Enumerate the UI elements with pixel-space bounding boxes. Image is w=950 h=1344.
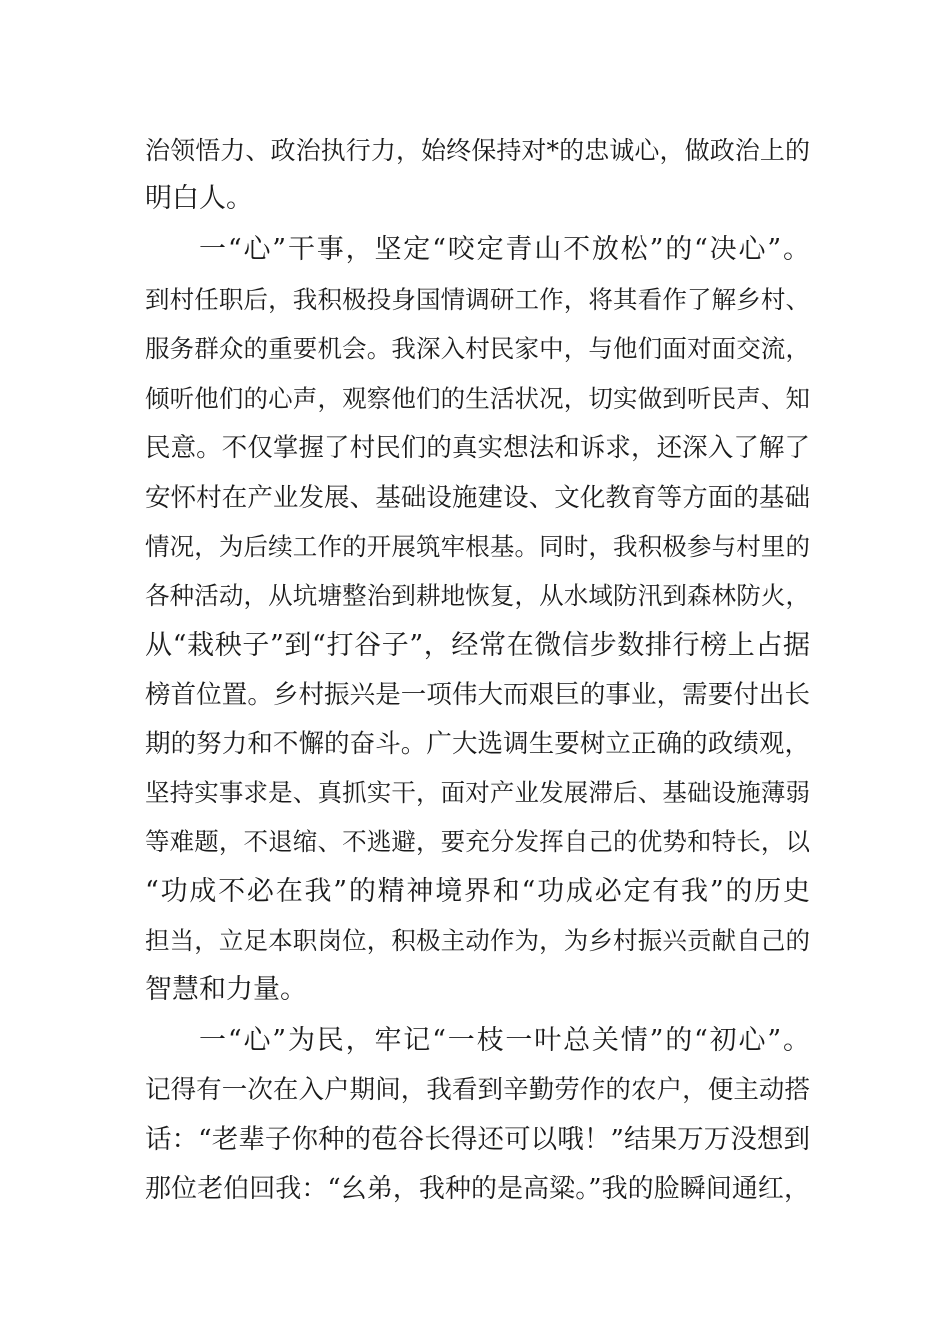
text-line: 期的努力和不懈的奋斗。广大选调生要树立正确的政绩观，: [145, 729, 810, 759]
text-line: 那位老伯回我：“幺弟，我种的是高粱。”我的脸瞬间通红，: [145, 1174, 810, 1204]
text-line: 记得有一次在入户期间，我看到辛勤劳作的农户，便主动搭: [145, 1075, 810, 1105]
text-line: 服务群众的重要机会。我深入村民家中，与他们面对面交流，: [145, 334, 810, 363]
text-line: 到村任职后，我积极投身国情调研工作，将其看作了解乡村、: [145, 285, 810, 314]
text-line: 等难题，不退缩、不逃避，要充分发挥自己的优势和特长，以: [145, 827, 810, 856]
text-line: 倾听他们的心声，观察他们的生活状况，切实做到听民声、知: [145, 384, 810, 413]
paragraph-heading: 一“心”干事，坚定“咬定青山不放松”的“决心”。: [199, 234, 810, 265]
paragraph-heading: 一“心”为民，牢记“一枝一叶总关情”的“初心”。: [199, 1025, 810, 1056]
text-line: 从“栽秧子”到“打谷子”，经常在微信步数排行榜上占据: [145, 630, 810, 661]
text-line: 担当，立足本职岗位，积极主动作为，为乡村振兴贡献自己的: [145, 926, 810, 955]
text-line: 各种活动，从坑塘整治到耕地恢复，从水域防汛到森林防火，: [145, 581, 810, 610]
text-line: 话：“老辈子你种的苞谷长得还可以哦！”结果万万没想到: [145, 1124, 810, 1155]
text-line: 情况，为后续工作的开展筑牢根基。同时，我积极参与村里的: [145, 532, 810, 561]
text-line: “功成不必在我”的精神境界和“功成必定有我”的历史: [145, 876, 810, 907]
text-line: 治领悟力、政治执行力，始终保持对*的忠诚心，做政治上的: [145, 136, 810, 165]
text-line: 明白人。: [145, 183, 253, 214]
text-line: 坚持实事求是、真抓实干，面对产业发展滞后、基础设施薄弱: [145, 778, 810, 807]
text-line: 榜首位置。乡村振兴是一项伟大而艰巨的事业，需要付出长: [145, 680, 810, 710]
text-line: 安怀村在产业发展、基础设施建设、文化教育等方面的基础: [145, 483, 810, 513]
text-line: 智慧和力量。: [145, 974, 307, 1005]
text-line: 民意。不仅掌握了村民们的真实想法和诉求，还深入了解了: [145, 433, 810, 463]
